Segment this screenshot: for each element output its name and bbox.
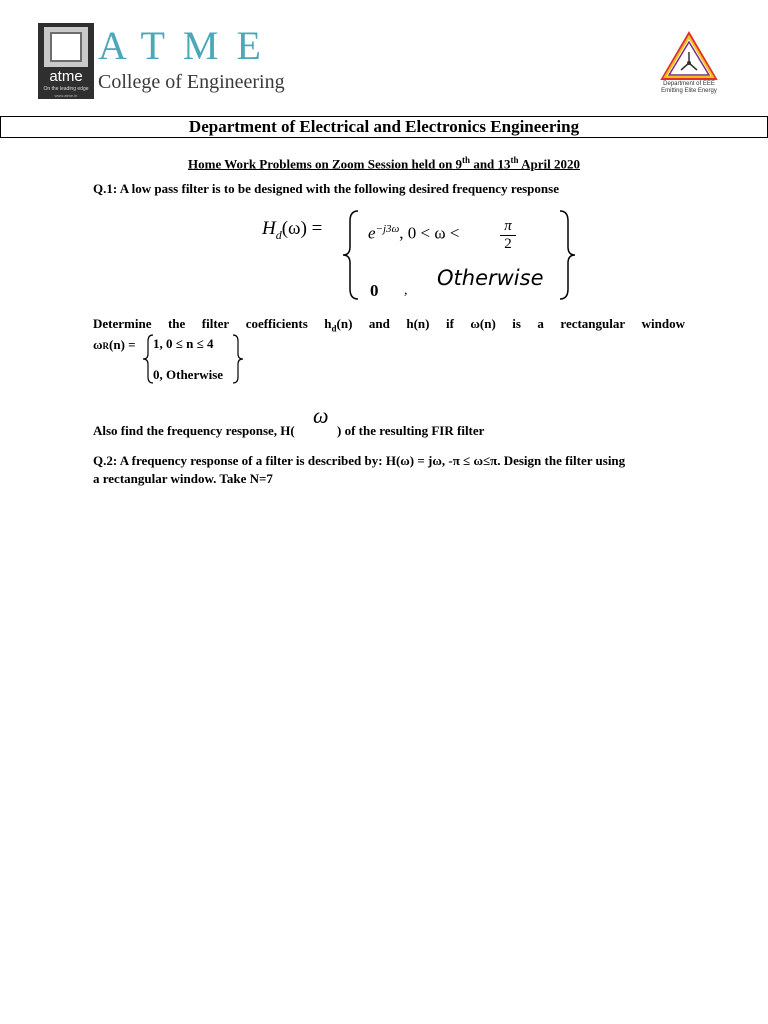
window-row-2: 0, Otherwise — [153, 367, 224, 382]
word: filter — [201, 316, 230, 331]
dept-caption: Department of EEE — [663, 81, 715, 87]
window-lhs — [93, 336, 136, 355]
word: the — [167, 316, 186, 331]
homework-sup-2: th — [510, 155, 519, 165]
word: and — [368, 316, 390, 331]
window-row-1: 1, 0 ≤ n ≤ 4 — [153, 336, 214, 351]
homework-title — [0, 151, 768, 173]
eq-row-1 — [368, 218, 459, 245]
word: coefficients — [245, 316, 308, 331]
left-brace-icon — [340, 209, 362, 301]
brand-title: ATME — [98, 23, 279, 68]
also-find-post: ) of the resulting FIR filter — [337, 423, 485, 438]
homework-sup-1: th — [462, 155, 471, 165]
eq-lhs-arg: (ω) = — [281, 218, 323, 239]
homework-title-mid: and 13 — [470, 156, 511, 172]
logo-frame-inner — [50, 32, 82, 62]
eq-lhs — [262, 216, 322, 248]
dept-tagline: Emitting Elite Energy — [661, 88, 717, 94]
window-rest: (n) = — [109, 337, 136, 352]
eq-row2-comma: , — [404, 283, 408, 298]
word: is — [512, 316, 521, 331]
window-sub: R — [102, 341, 110, 351]
eq-two: 2 — [500, 235, 516, 252]
right-brace-icon — [556, 209, 578, 301]
window-right-brace-icon — [231, 334, 245, 384]
homework-title-post: April 2020 — [518, 156, 580, 172]
college-name: College of Engineering — [98, 71, 285, 93]
also-find-omega: ω — [313, 403, 329, 428]
eq-lhs-h: H — [262, 218, 276, 239]
word: if — [445, 316, 454, 331]
word: ω(n) — [470, 316, 496, 331]
eq-row2-value: 0 — [370, 281, 379, 300]
word: window — [641, 316, 685, 331]
homework-title-pre: Home Work Problems on Zoom Session held on 9 — [188, 156, 463, 172]
department-logo-icon — [658, 30, 720, 82]
department-heading: Department of Electrical and Electronics Engineering — [188, 117, 580, 136]
q1-statement: Q.1: A low pass filter is to be designed with the following desired frequency response — [93, 181, 559, 196]
also-find-pre: Also find the frequency response, H( — [93, 423, 295, 438]
word: rectangular — [560, 316, 626, 331]
eq-row2-condition: Otherwise — [437, 266, 544, 290]
eq-lhs-sub: d — [275, 227, 282, 242]
hd-term: $h_d(n)$ — [324, 316, 353, 334]
eq-row1-base: e — [368, 223, 376, 243]
word: a — [537, 316, 544, 331]
logo-word: atme — [38, 68, 94, 86]
q2-line-2: a rectangular window. Take N=7 — [93, 471, 273, 486]
word: Determine — [93, 316, 152, 331]
logo-url: www.atme.in — [54, 93, 78, 98]
eq-pi: π — [504, 218, 512, 234]
q2-line-1: Q.2: A frequency response of a filter is described by: H(ω) = jω, -π ≤ ω≤π. Design the filter using — [93, 453, 626, 468]
eq-row1-cond: , 0 < ω < — [399, 223, 460, 243]
word: h(n) — [406, 316, 430, 331]
logo-tagline: On the leading edge — [43, 86, 89, 92]
window-omega: ω — [93, 337, 103, 352]
eq-row1-exp: −j3ω — [375, 223, 400, 235]
eq-pi-fraction — [500, 218, 516, 252]
